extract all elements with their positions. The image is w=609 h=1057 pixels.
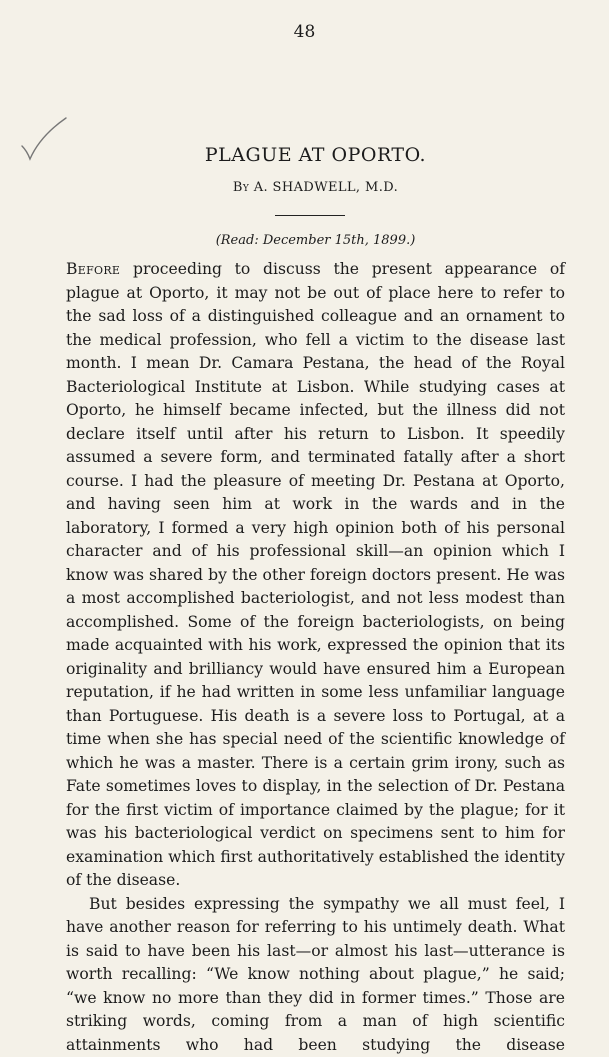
title-rule: [275, 215, 345, 216]
paragraph-1: [66, 258, 565, 893]
paragraph-1-text: proceeding to discuss the present appearance of plague at Oporto, it may not be out of place here to refer to the sad loss of a distinguished colleague and an ornament to the medical profession, who fell a victim to the disease last month. I mean Dr. Camara Pestana, the head of the Royal Bacteriological Institute at Lisbon. While studying cases at Oporto, he himself became infected, but the illness did not declare itself until after his return to Lisbon. It speedily assumed a severe form, and terminated fatally after a short course. I had the pleasure of meeting Dr. Pestana at Oporto, and having seen him at work in the wards and in the laboratory, I formed a very high opinion both of his personal character and of his professional skill—an opinion which I know was shared by the other foreign doctors present. He was a most accomplished bacteriologist, and not less modest than accomplished. Some of the foreign bacteriologists, on being made acquainted with his work, expressed the opinion that its originality and brilliancy would have ensured him a European reputation, if he had written in some less unfamiliar language than Portuguese. His death is a severe loss to Portugal, at a time when she has special need of the scientific knowledge of which he was a master. There is a certain grim irony, such as Fate sometimes loves to display, in the selection of Dr. Pestana for the first victim of importance claimed by the plague; for it was his bacteriological verdict on specimens sent to him for examination which first authoritatively established the identity of the disease.: [66, 260, 565, 889]
page-number: 48: [0, 22, 609, 42]
read-date: (Read: December 15th, 1899.): [0, 233, 609, 248]
byline-prefix: By: [233, 180, 249, 195]
lead-word: Before: [66, 260, 120, 278]
article-title: PLAGUE AT OPORTO.: [0, 144, 609, 166]
article-body: [66, 258, 565, 1057]
paragraph-2: But besides expressing the sympathy we all must feel, I have another reason for referring to his untimely death. What is said to have been his last—or almost his last—utterance is worth recalling: “We know nothing about plague,” he said; “we know no more than they did in former times.” Those are striking words, coming from a man of high scientific attainments who had been studying the disease: [66, 893, 565, 1057]
byline: [0, 180, 609, 195]
byline-author: A. SHADWELL, M.D.: [254, 180, 398, 195]
